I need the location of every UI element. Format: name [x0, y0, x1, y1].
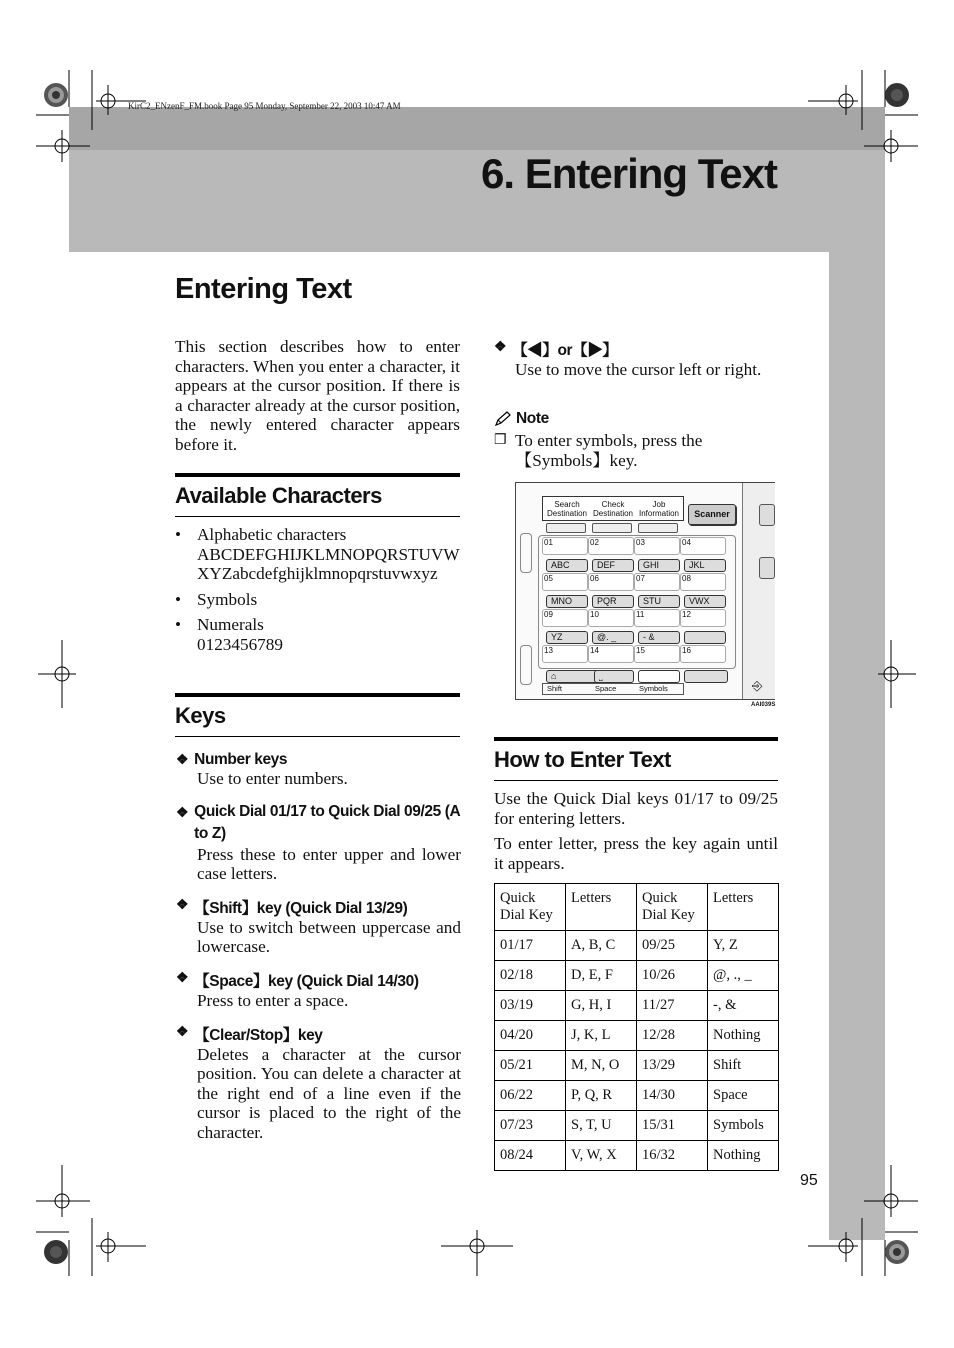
table-cell: @, ., _ — [708, 961, 779, 991]
clear-stop-icon: ⎆ — [752, 678, 763, 693]
heading-underline — [175, 516, 460, 517]
table-header: Letters — [566, 884, 637, 931]
key-desc: Use to enter numbers. — [197, 769, 348, 788]
list-item: • Numerals 0123456789 — [175, 615, 283, 654]
table-cell: 12/28 — [637, 1021, 708, 1051]
table-cell: 06/22 — [495, 1081, 566, 1111]
how-heading: How to Enter Text — [494, 747, 671, 772]
table-cell: 04/20 — [495, 1021, 566, 1051]
function-keys-box — [542, 496, 684, 521]
diamond-icon: ❖ — [176, 968, 189, 985]
letter-key[interactable]: STU — [638, 595, 680, 608]
quick-dial-number: 09 — [544, 610, 553, 619]
table-cell: Symbols — [708, 1111, 779, 1141]
letter-key[interactable] — [684, 631, 726, 644]
how-paragraph-2: To enter letter, press the key again until it appears. — [494, 834, 778, 873]
key-desc: Use to switch between uppercase and lowercase. — [197, 917, 461, 957]
quick-dial-number: 02 — [590, 538, 599, 547]
heading-rule — [175, 473, 460, 477]
quick-dial-number: 14 — [590, 646, 599, 655]
table-row — [495, 991, 779, 1021]
table-cell: 08/24 — [495, 1141, 566, 1171]
key-desc: Press these to enter upper and lower case letters. — [197, 844, 461, 884]
table-cell: V, W, X — [566, 1141, 637, 1171]
table-row — [495, 1021, 779, 1051]
heading-rule — [175, 693, 460, 697]
quick-dial-number: 15 — [636, 646, 645, 655]
quick-dial-number: 12 — [682, 610, 691, 619]
quick-dial-number: 13 — [544, 646, 553, 655]
table-cell: 05/21 — [495, 1051, 566, 1081]
table-cell: Space — [708, 1081, 779, 1111]
table-row — [495, 961, 779, 991]
diamond-icon: ❖ — [176, 895, 189, 912]
table-cell: 14/30 — [637, 1081, 708, 1111]
search-destination-key[interactable] — [546, 523, 586, 533]
diamond-icon: ❖ — [176, 803, 189, 820]
key-title: 【Shift】key (Quick Dial 13/29) — [194, 899, 408, 917]
letter-key[interactable]: PQR — [592, 595, 634, 608]
symbols-label: Symbols — [639, 684, 668, 693]
table-header: Quick Dial Key — [637, 884, 708, 931]
table-row — [495, 1081, 779, 1111]
table-cell: 15/31 — [637, 1111, 708, 1141]
heading-underline — [494, 780, 778, 781]
table-cell: Nothing — [708, 1021, 779, 1051]
quick-dial-number: 07 — [636, 574, 645, 583]
side-key-lower[interactable] — [759, 557, 775, 579]
table-cell: -, & — [708, 991, 779, 1021]
table-cell: Shift — [708, 1051, 779, 1081]
table-row — [495, 1111, 779, 1141]
chapter-title: 6. Entering Text — [481, 150, 777, 197]
table-cell: P, Q, R — [566, 1081, 637, 1111]
table-cell: 13/29 — [637, 1051, 708, 1081]
list-item-detail: 0123456789 — [197, 634, 283, 654]
available-heading: Available Characters — [175, 483, 382, 508]
letter-key[interactable]: JKL — [684, 559, 726, 572]
table-row — [495, 931, 779, 961]
quick-dial-number: 04 — [682, 538, 691, 547]
letter-key[interactable]: @. _ — [592, 631, 634, 644]
figure-code: AAI039S — [751, 702, 776, 708]
quick-dial-number: 01 — [544, 538, 553, 547]
letter-key[interactable]: YZ — [546, 631, 588, 644]
control-panel-figure — [515, 482, 775, 700]
space-label: Space — [595, 684, 617, 693]
letter-key[interactable]: DEF — [592, 559, 634, 572]
table-cell: A, B, C — [566, 931, 637, 961]
table-cell: 16/32 — [637, 1141, 708, 1171]
list-item-detail: ABCDEFGHIJKLMNOPQRSTUVWXYZabcdefghijklmnopqrstuvwxyz — [197, 544, 460, 584]
table-cell: J, K, L — [566, 1021, 637, 1051]
key-title: 【◀】or【▶】 — [512, 342, 618, 359]
letter-key[interactable]: GHI — [638, 559, 680, 572]
diamond-icon: ❖ — [176, 751, 189, 767]
table-cell: 01/17 — [495, 931, 566, 961]
table-row — [495, 1051, 779, 1081]
section-title: Entering Text — [175, 273, 352, 305]
key-title: 【Space】key (Quick Dial 14/30) — [194, 972, 419, 990]
intro-paragraph: This section describes how to enter characters. When you enter a character, it appears at the cursor position. If there is a character already at the cursor position, the newly entered character appears before it. — [175, 337, 460, 454]
space-key[interactable] — [594, 670, 634, 683]
table-cell: 02/18 — [495, 961, 566, 991]
key-title: Number keys — [194, 751, 288, 768]
table-header: Quick Dial Key — [495, 884, 566, 931]
note-text: To enter symbols, press the 【Symbols】key. — [515, 431, 703, 470]
list-item-label: Symbols — [197, 589, 258, 609]
quick-dial-table — [494, 883, 779, 1171]
arrow-keys-entry — [494, 338, 778, 380]
keys-list — [176, 751, 461, 1143]
letter-key[interactable]: VWX — [684, 595, 726, 608]
key-entry — [176, 801, 461, 884]
key-entry — [176, 896, 461, 957]
quick-dial-number: 10 — [590, 610, 599, 619]
table-cell: D, E, F — [566, 961, 637, 991]
table-cell: Nothing — [708, 1141, 779, 1171]
checkbox-icon: ❒ — [494, 433, 507, 448]
panel-left-slot — [520, 645, 532, 685]
note-label: Note — [516, 410, 549, 427]
side-key-upper[interactable] — [759, 504, 775, 526]
table-cell: 10/26 — [637, 961, 708, 991]
key-title: 【Clear/Stop】key — [194, 1026, 323, 1044]
key-desc: Use to move the cursor left or right. — [515, 360, 762, 379]
page-number: 95 — [800, 1172, 818, 1189]
quick-dial-number: 08 — [682, 574, 691, 583]
quick-dial-number: 03 — [636, 538, 645, 547]
pencil-icon — [494, 411, 512, 427]
home-icon: ⌂ — [551, 671, 557, 681]
quick-dial-number: 06 — [590, 574, 599, 583]
table-cell: S, T, U — [566, 1111, 637, 1141]
note-block — [494, 410, 778, 470]
shift-label: Shift — [547, 684, 563, 693]
letter-key[interactable]: ABC — [546, 559, 588, 572]
keys-heading: Keys — [175, 703, 226, 728]
panel-left-slot — [520, 533, 532, 573]
scanner-button[interactable]: Scanner — [688, 504, 736, 525]
diamond-icon: ❖ — [494, 338, 507, 354]
table-cell: G, H, I — [566, 991, 637, 1021]
symbols-key[interactable] — [638, 670, 680, 683]
quick-dial-16-key[interactable] — [684, 670, 728, 683]
list-item-label: Numerals — [197, 615, 264, 635]
table-row — [495, 1141, 779, 1171]
search-destination-label: Search Destination — [546, 500, 588, 518]
table-header-row — [495, 884, 779, 931]
job-information-key[interactable] — [638, 523, 678, 533]
key-entry — [176, 969, 461, 1011]
file-stamp: KirC2_ENzenF_FM.book Page 95 Monday, September 22, 2003 10:47 AM — [128, 101, 401, 111]
bottom-label-box — [542, 683, 684, 695]
letter-key[interactable]: MNO — [546, 595, 588, 608]
quick-dial-number: 05 — [544, 574, 553, 583]
check-destination-key[interactable] — [592, 523, 632, 533]
key-desc: Press to enter a space. — [197, 990, 349, 1010]
diamond-icon: ❖ — [176, 1022, 189, 1039]
list-item-label: Alphabetic characters — [197, 525, 347, 544]
available-list — [175, 525, 460, 655]
table-header: Letters — [708, 884, 779, 931]
table-cell: 07/23 — [495, 1111, 566, 1141]
table-cell: 03/19 — [495, 991, 566, 1021]
list-item: • Alphabetic characters ABCDEFGHIJKLMNOPQRSTUVWXYZabcdefghijklmnopqrstuvwxyz — [175, 525, 460, 584]
quick-dial-number: 16 — [682, 646, 691, 655]
space-icon: ⎵ — [599, 671, 603, 681]
job-information-label: Job Information — [638, 500, 680, 518]
heading-rule — [494, 737, 778, 741]
how-paragraph-1: Use the Quick Dial keys 01/17 to 09/25 for entering letters. — [494, 789, 778, 828]
table-cell: 11/27 — [637, 991, 708, 1021]
key-entry — [176, 1023, 461, 1143]
heading-underline — [175, 736, 460, 737]
key-entry — [176, 751, 461, 789]
key-desc: Deletes a character at the cursor position. You can delete a character at the right end of a line even if the cursor is placed to the right of the character. — [197, 1044, 461, 1142]
quick-dial-number: 11 — [636, 610, 645, 619]
table-cell: Y, Z — [708, 931, 779, 961]
letter-key[interactable]: - & — [638, 631, 680, 644]
check-destination-label: Check Destination — [592, 500, 634, 518]
list-item: • Symbols — [175, 589, 258, 609]
key-title: Quick Dial 01/17 to Quick Dial 09/25 (A to Z) — [194, 802, 460, 842]
table-cell: 09/25 — [637, 931, 708, 961]
table-cell: M, N, O — [566, 1051, 637, 1081]
